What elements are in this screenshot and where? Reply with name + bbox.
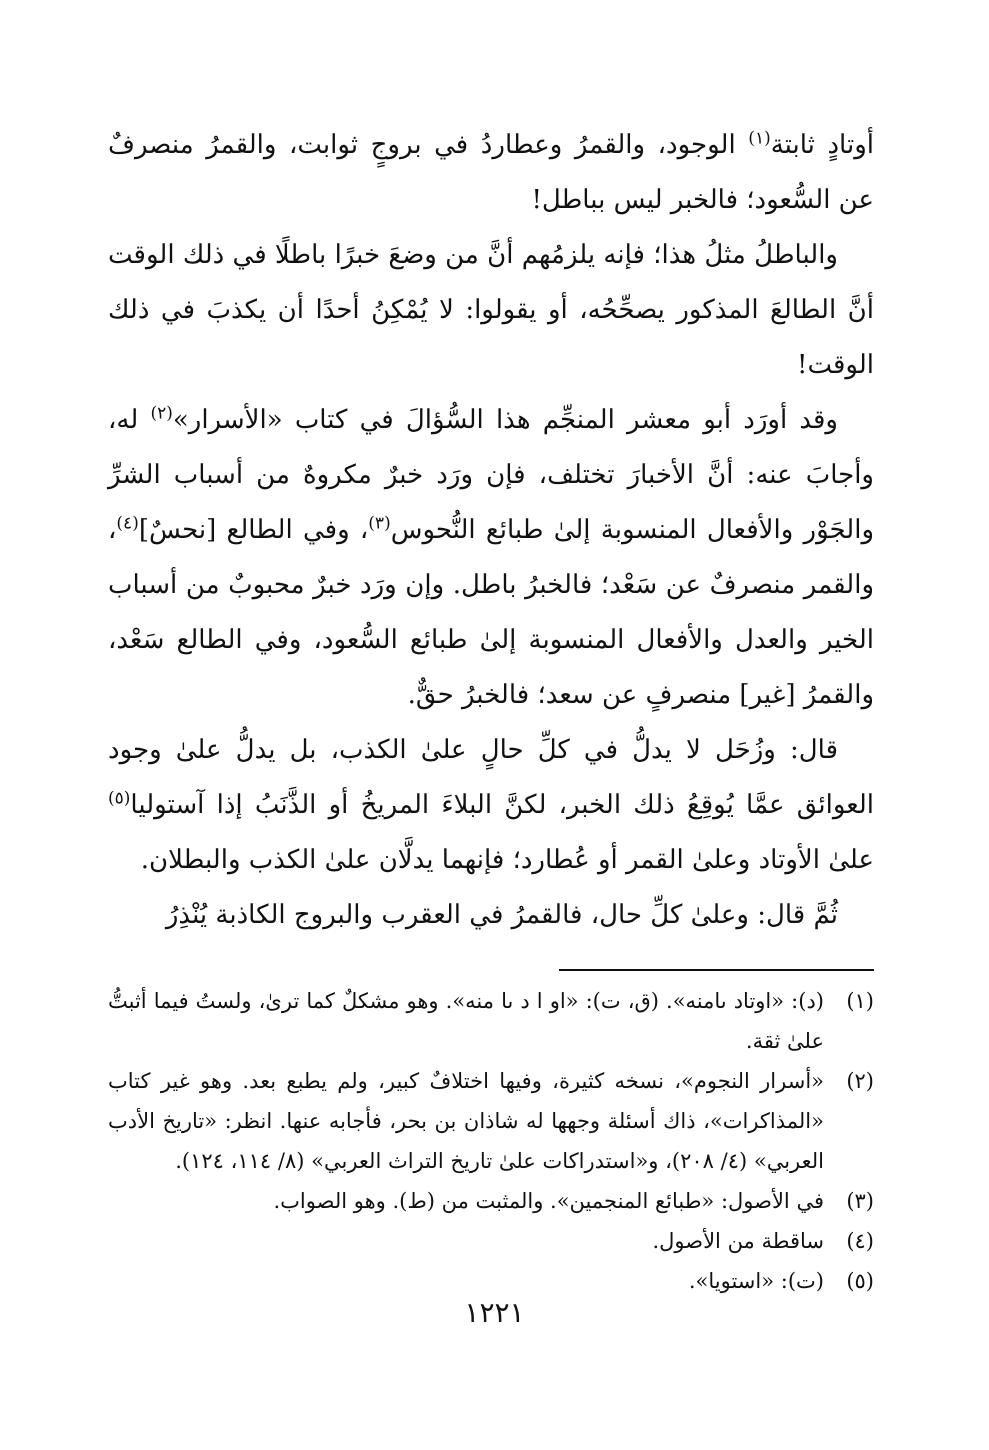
- footnote-4: [108, 1221, 874, 1261]
- page-number: ١٢٢١: [464, 1296, 525, 1329]
- paragraph-4: [108, 723, 874, 888]
- text-span: علىٰ الأوتاد وعلىٰ القمر أو عُطارد؛ فإنهما يدلَّان علىٰ الكذب والبطلان.: [140, 845, 874, 875]
- footnote-number: (١): [846, 989, 874, 1013]
- footnote-divider: [559, 969, 874, 971]
- footnote-1: [108, 981, 874, 1061]
- text-span: له، وأجابَ عنه: أنَّ الأخبارَ تختلف، فإن ورَد خبرٌ مكروهٌ من أسباب الشرِّ والجَوْر والأفعال المنسوبة إلىٰ طبائع النُّحوس: [108, 405, 874, 545]
- footnote-ref-2[interactable]: (٢): [150, 403, 173, 424]
- main-text: [108, 118, 874, 943]
- text-span: وقد أورَد أبو معشر المنجِّم هذا السُّؤالَ في كتاب «الأسرار»: [172, 405, 838, 435]
- footnote-text: ساقطة من الأصول.: [652, 1229, 824, 1253]
- text-span: أوتادٍ ثابتة: [770, 130, 874, 160]
- footnote-text: (د): «اوتاد ىامنه». (ق، ت): «او ا د ىا منه». وهو مشكلٌ كما ترىٰ، ولستُ فيما أثبتُّ علىٰ ثقة.: [108, 989, 824, 1053]
- footnote-3: [108, 1181, 874, 1221]
- footnote-ref-3[interactable]: (٣): [368, 513, 391, 534]
- footnote-ref-5[interactable]: (٥): [108, 788, 131, 809]
- footnote-text: «أسرار النجوم»، نسخه كثيرة، وفيها اختلافٌ كبير، ولم يطبع بعد. وهو غير كتاب «المذاكرات»، ذاك أسئلة وجهها له شاذان بن بحر، فأجابه عنها. انظر: «تاريخ الأدب العربي» (٤/ ٢٠٨)، و«استدراكات علىٰ تاريخ التراث العربي» (٨/ ١١٤، ١٢٤).: [108, 1069, 824, 1173]
- footnote-2: [108, 1061, 874, 1181]
- paragraph-3: [108, 393, 874, 723]
- footnotes: [108, 981, 874, 1301]
- footnote-number: (٤): [846, 1229, 874, 1253]
- paragraph-2: والباطلُ مثلُ هذا؛ فإنه يلزمُهم أنَّ من وضعَ خبرًا باطلًا في ذلك الوقت أنَّ الطالعَ المذكور يصحِّحُه، أو يقولوا: لا يُمْكِنُ أحدًا أن يكذبَ في ذلك الوقت!: [108, 240, 874, 380]
- footnote-number: (٢): [846, 1069, 874, 1093]
- text-span: الوجود، والقمرُ وعطاردُ في بروجٍ ثوابت، والقمرُ منصرفٌ عن السُّعود؛ فالخبر ليس بباطل!: [108, 130, 874, 215]
- text-span: ، وفي الطالع [نحسٌ]: [138, 515, 369, 545]
- footnote-number: (٥): [846, 1269, 874, 1293]
- footnote-text: في الأصول: «طبائع المنجمين». والمثبت من (ط). وهو الصواب.: [273, 1189, 824, 1213]
- footnote-number: (٣): [846, 1189, 874, 1213]
- text-span: قال: وزُحَل لا يدلُّ في كلِّ حالٍ علىٰ الكذب، بل يدلُّ علىٰ وجود العوائق عمَّا يُوقِعُ ذلك الخبر، لكنَّ البلاءَ المريخُ أو الذَّنَبُ إذا آستوليا: [108, 735, 874, 820]
- footnote-ref-4[interactable]: (٤): [116, 513, 139, 534]
- footnote-text: (ت): «استويا».: [688, 1269, 824, 1293]
- paragraph-1: [108, 118, 874, 228]
- paragraph-5: ثُمَّ قال: وعلىٰ كلِّ حال، فالقمرُ في العقرب والبروج الكاذبة يُنْذِرُ: [165, 900, 838, 930]
- footnote-ref-1[interactable]: (١): [748, 128, 771, 149]
- footnote-5: [108, 1261, 874, 1301]
- text-span: ، والقمر منصرفٌ عن سَعْد؛ فالخبرُ باطل. وإن ورَد خبرٌ محبوبٌ من أسباب الخير والعدل والأفعال المنسوبة إلىٰ طبائع السُّعود، وفي الطالع سَعْد، والقمرُ [غير] منصرفٍ عن سعد؛ فالخبرُ حقٌّ.: [108, 515, 874, 710]
